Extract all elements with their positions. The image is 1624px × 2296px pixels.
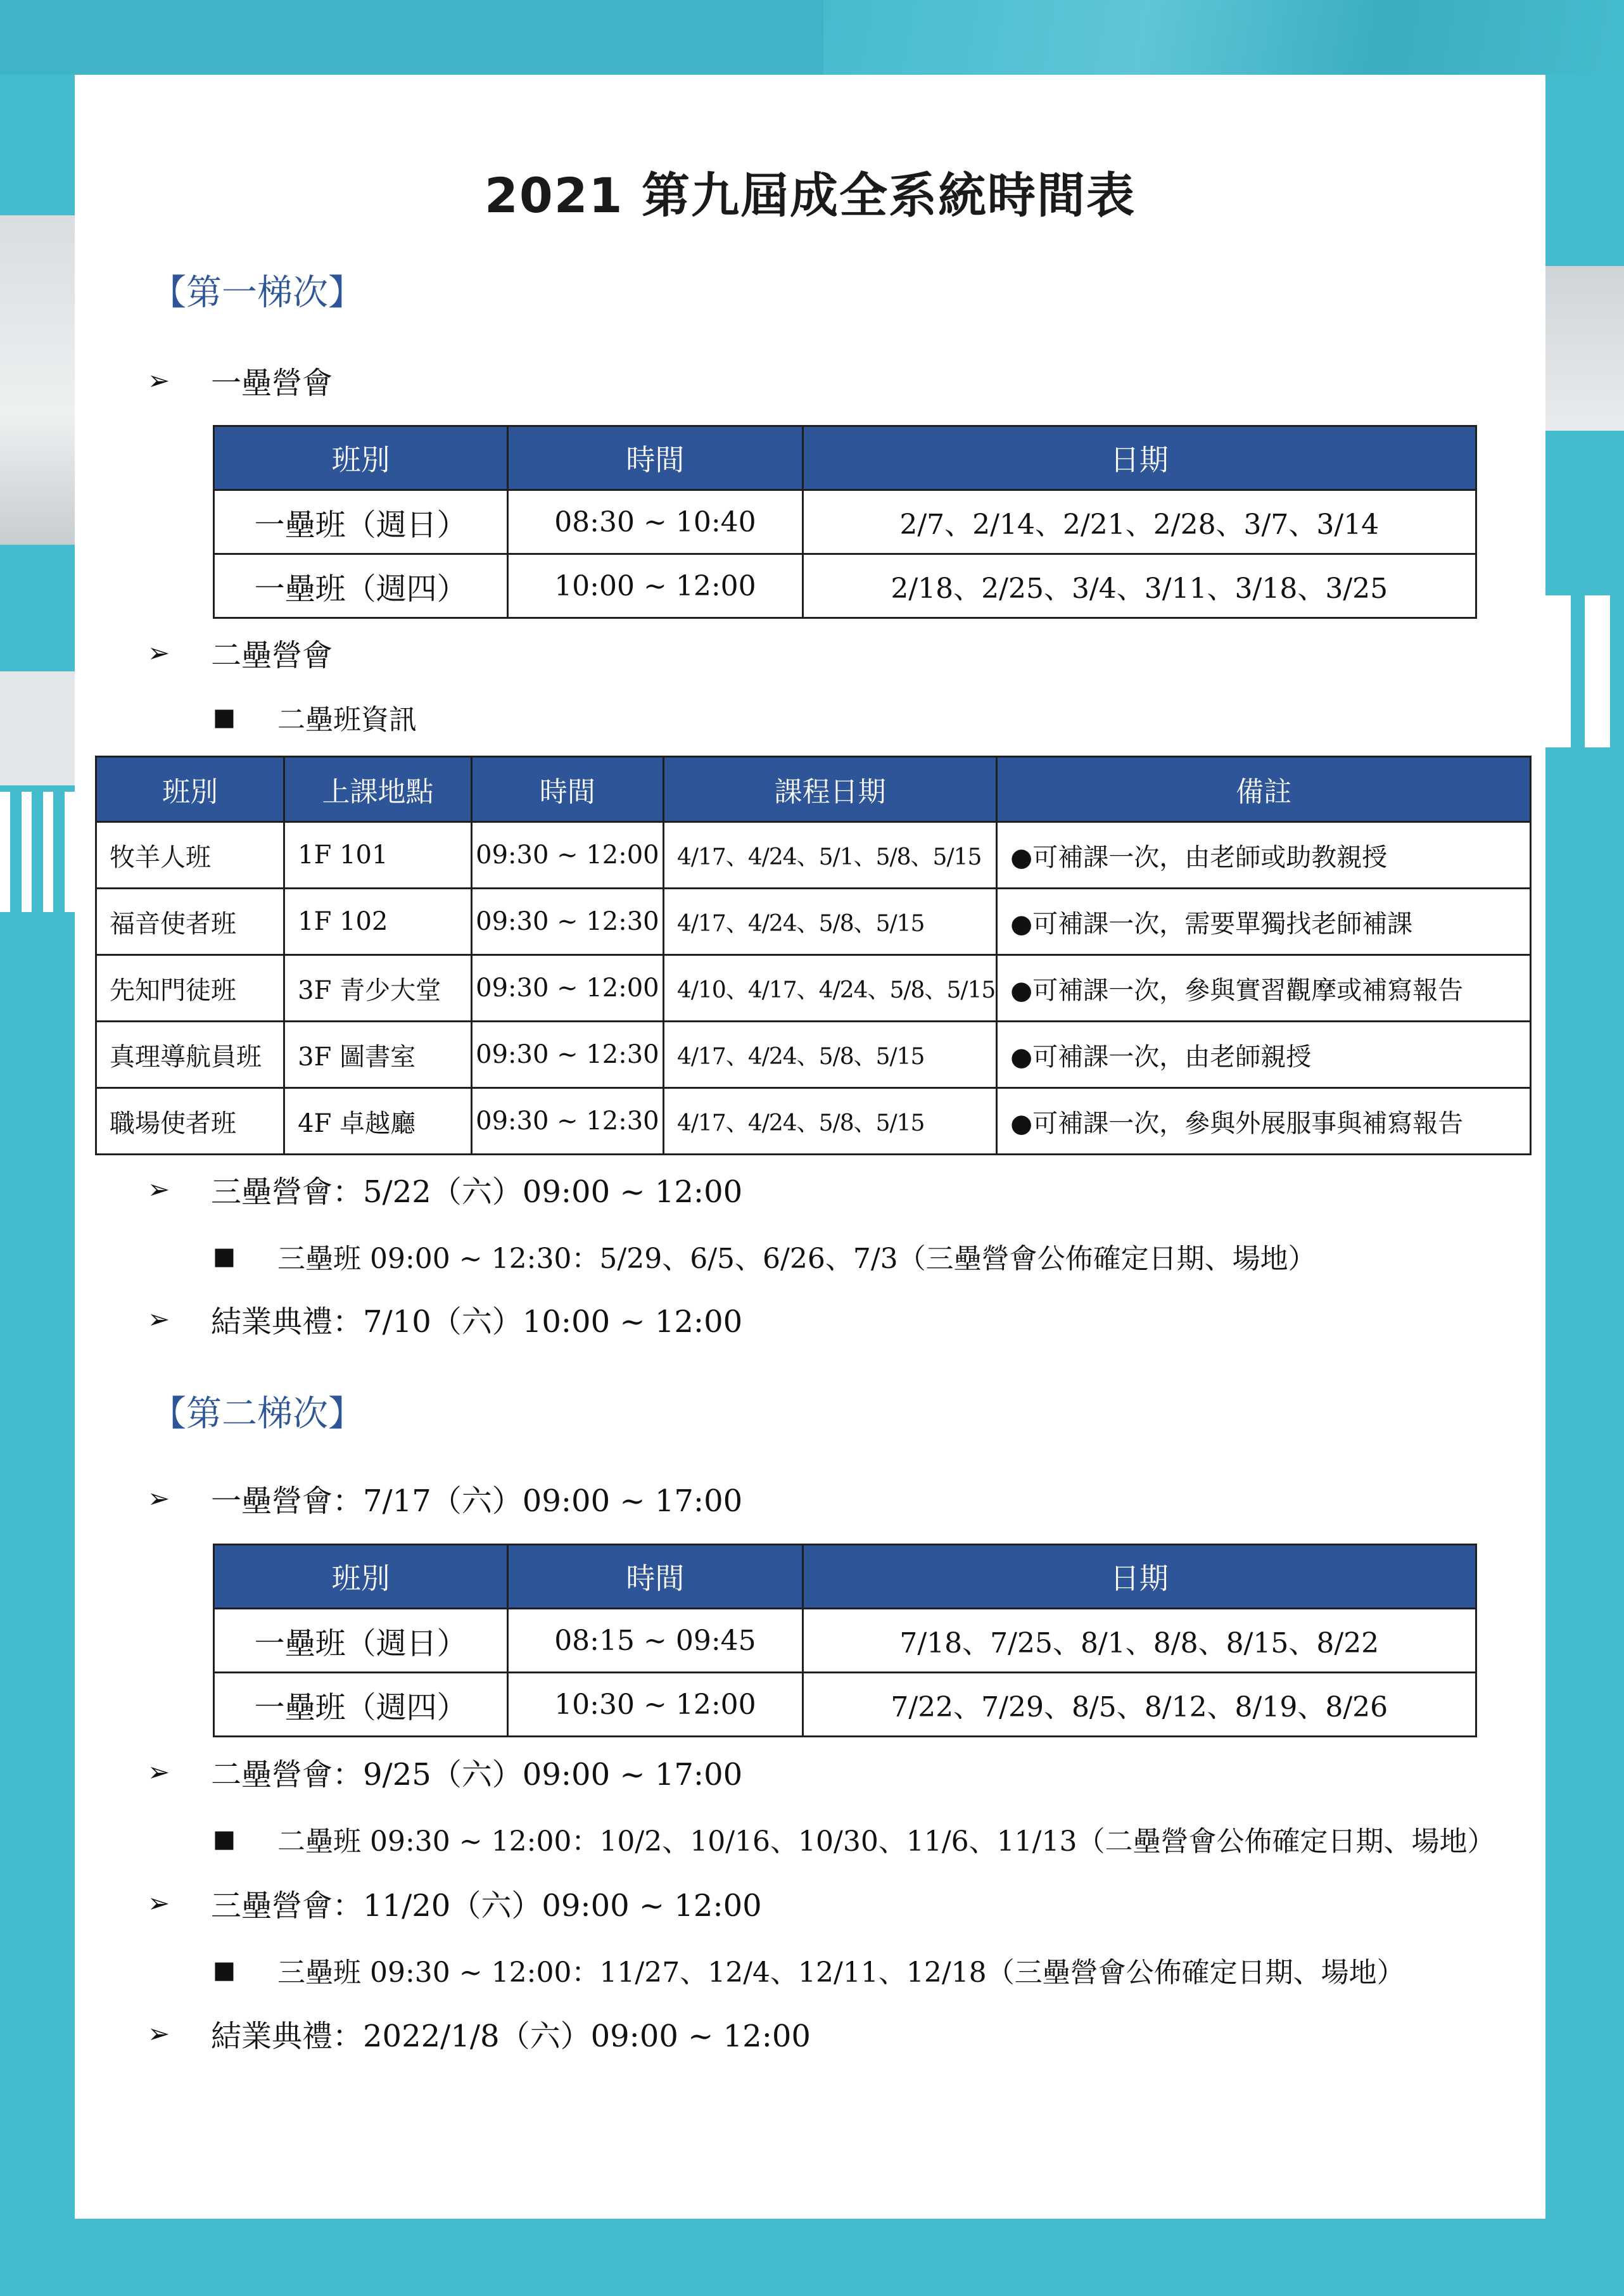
tier1-camp1-table <box>213 425 1477 619</box>
table-cell: 08:15 ~ 09:45 <box>508 1609 802 1673</box>
arrow-bullet-icon: ➢ <box>148 1483 170 1514</box>
arrow-bullet-icon: ➢ <box>148 1174 170 1205</box>
table-row <box>96 1088 1531 1155</box>
table-cell: ●可補課一次，參與外展服事與補寫報告 <box>997 1088 1531 1155</box>
table-cell: 09:30 ~ 12:00 <box>471 822 663 889</box>
table-cell: 7/22、7/29、8/5、8/12、8/19、8/26 <box>802 1673 1476 1737</box>
table-cell: 牧羊人班 <box>96 822 284 889</box>
tier1-camp3-item <box>148 1167 742 1211</box>
table-cell: 4/17、4/24、5/8、5/15 <box>663 1088 996 1155</box>
arrow-bullet-icon: ➢ <box>148 365 170 396</box>
tier2-camp1-label: 一壘營會：7/17（六）09:00 ~ 17:00 <box>211 1483 743 1519</box>
table-cell: ●可補課一次，需要單獨找老師補課 <box>997 889 1531 955</box>
table-cell: 2/7、2/14、2/21、2/28、3/7、3/14 <box>802 490 1476 554</box>
tier2-class2-text: 二壘班 09:30 ~ 12:00：10/2、10/16、10/30、11/6、11/13（二壘營會公佈確定日期、場地） <box>277 1825 1495 1858</box>
table-header: 課程日期 <box>663 757 996 822</box>
table-header-row <box>96 757 1531 822</box>
tier2-class3-item <box>213 1950 1405 1990</box>
tier1-class3-text: 三壘班 09:00 ~ 12:30：5/29、6/5、6/26、7/3（三壘營會公佈確定日期、場地） <box>277 1243 1316 1275</box>
table-cell: 一壘班（週四） <box>214 554 508 618</box>
table-cell: 4/17、4/24、5/1、5/8、5/15 <box>663 822 996 889</box>
table-cell: 福音使者班 <box>96 889 284 955</box>
tier1-camp1-item <box>148 358 333 402</box>
square-bullet-icon: ■ <box>213 703 236 731</box>
table-cell: 09:30 ~ 12:30 <box>471 1088 663 1155</box>
table-cell: 4F 卓越廳 <box>284 1088 472 1155</box>
arrow-bullet-icon: ➢ <box>148 2018 170 2049</box>
table-cell: 一壘班（週四） <box>214 1673 508 1737</box>
table-cell: 4/17、4/24、5/8、5/15 <box>663 889 996 955</box>
table-header: 班別 <box>214 1545 508 1609</box>
tier2-camp3-item <box>148 1881 762 1925</box>
table-cell: 1F 101 <box>284 822 472 889</box>
background-top-stripe <box>823 0 1624 75</box>
background-left-bars <box>0 792 75 912</box>
arrow-bullet-icon: ➢ <box>148 1756 170 1787</box>
table-cell: 08:30 ~ 10:40 <box>508 490 802 554</box>
table-cell: 09:30 ~ 12:30 <box>471 1022 663 1088</box>
table-cell: 4/17、4/24、5/8、5/15 <box>663 1022 996 1088</box>
table-cell: ●可補課一次，由老師親授 <box>997 1022 1531 1088</box>
tier2-heading: 【第二梯次】 <box>151 1393 364 1435</box>
table-cell: 3F 青少大堂 <box>284 955 472 1022</box>
table-cell: 3F 圖書室 <box>284 1022 472 1088</box>
table-cell: 09:30 ~ 12:30 <box>471 889 663 955</box>
tier1-camp1-label: 一壘營會 <box>211 365 333 401</box>
tier2-class2-item <box>213 1818 1495 1859</box>
table-cell: 4/10、4/17、4/24、5/8、5/15 <box>663 955 996 1022</box>
tier2-graduation-text: 結業典禮：2022/1/8（六）09:00 ~ 12:00 <box>211 2019 811 2054</box>
table-cell: 職場使者班 <box>96 1088 284 1155</box>
square-bullet-icon: ■ <box>213 1956 236 1984</box>
table-cell: 一壘班（週日） <box>214 490 508 554</box>
table-header: 日期 <box>802 1545 1476 1609</box>
background-right-shape <box>1545 266 1624 431</box>
table-row <box>214 490 1476 554</box>
tier1-camp3-text: 三壘營會：5/22（六）09:00 ~ 12:00 <box>211 1174 743 1210</box>
table-row <box>214 1673 1476 1737</box>
table-cell: 1F 102 <box>284 889 472 955</box>
tier1-camp2-item <box>148 631 333 675</box>
tier1-graduation-item <box>148 1297 742 1341</box>
tier2-camp2-text: 二壘營會：9/25（六）09:00 ~ 17:00 <box>211 1757 743 1792</box>
table-cell: 2/18、2/25、3/4、3/11、3/18、3/25 <box>802 554 1476 618</box>
table-row <box>96 955 1531 1022</box>
background-right-bars <box>1545 595 1624 747</box>
tier2-camp3-text: 三壘營會：11/20（六）09:00 ~ 12:00 <box>211 1888 762 1924</box>
table-header-row <box>214 426 1476 490</box>
arrow-bullet-icon: ➢ <box>148 637 170 668</box>
table-header: 備註 <box>997 757 1531 822</box>
arrow-bullet-icon: ➢ <box>148 1887 170 1919</box>
table-cell: 一壘班（週日） <box>214 1609 508 1673</box>
table-header: 時間 <box>471 757 663 822</box>
table-row <box>214 554 1476 618</box>
table-header: 班別 <box>214 426 508 490</box>
table-header: 時間 <box>508 1545 802 1609</box>
table-row <box>96 889 1531 955</box>
square-bullet-icon: ■ <box>213 1825 236 1853</box>
square-bullet-icon: ■ <box>213 1242 236 1270</box>
background-left-shape <box>0 671 75 785</box>
tier2-class3-text: 三壘班 09:30 ~ 12:00：11/27、12/4、12/11、12/18（三壘營會公佈確定日期、場地） <box>277 1957 1405 1989</box>
arrow-bullet-icon: ➢ <box>148 1303 170 1335</box>
table-cell: 先知門徒班 <box>96 955 284 1022</box>
table-row <box>96 822 1531 889</box>
table-header: 班別 <box>96 757 284 822</box>
tier1-graduation-text: 結業典禮：7/10（六）10:00 ~ 12:00 <box>211 1304 743 1340</box>
page-title: 2021 第九屆成全系統時間表 <box>485 167 1136 224</box>
table-cell: 真理導航員班 <box>96 1022 284 1088</box>
document-page <box>75 75 1545 2219</box>
table-header: 上課地點 <box>284 757 472 822</box>
table-cell: 7/18、7/25、8/1、8/8、8/15、8/22 <box>802 1609 1476 1673</box>
table-cell: ●可補課一次，由老師或助教親授 <box>997 822 1531 889</box>
tier1-camp2-info-label: 二壘班資訊 <box>277 704 417 736</box>
table-cell: 10:30 ~ 12:00 <box>508 1673 802 1737</box>
tier1-camp2-table <box>95 756 1532 1155</box>
background-left-shape <box>0 215 75 545</box>
tier1-class3-item <box>213 1236 1316 1276</box>
tier1-camp2-label: 二壘營會 <box>211 638 333 673</box>
tier2-camp2-item <box>148 1750 742 1794</box>
table-cell: ●可補課一次，參與實習觀摩或補寫報告 <box>997 955 1531 1022</box>
table-header: 日期 <box>802 426 1476 490</box>
tier2-graduation-item <box>148 2012 811 2055</box>
tier1-camp2-info-item <box>213 697 417 737</box>
tier2-camp1-table <box>213 1544 1477 1737</box>
tier2-camp1-item <box>148 1476 742 1520</box>
table-cell: 10:00 ~ 12:00 <box>508 554 802 618</box>
table-row <box>214 1609 1476 1673</box>
table-header: 時間 <box>508 426 802 490</box>
table-cell: 09:30 ~ 12:00 <box>471 955 663 1022</box>
table-row <box>96 1022 1531 1088</box>
tier1-heading: 【第一梯次】 <box>151 272 364 314</box>
table-header-row <box>214 1545 1476 1609</box>
